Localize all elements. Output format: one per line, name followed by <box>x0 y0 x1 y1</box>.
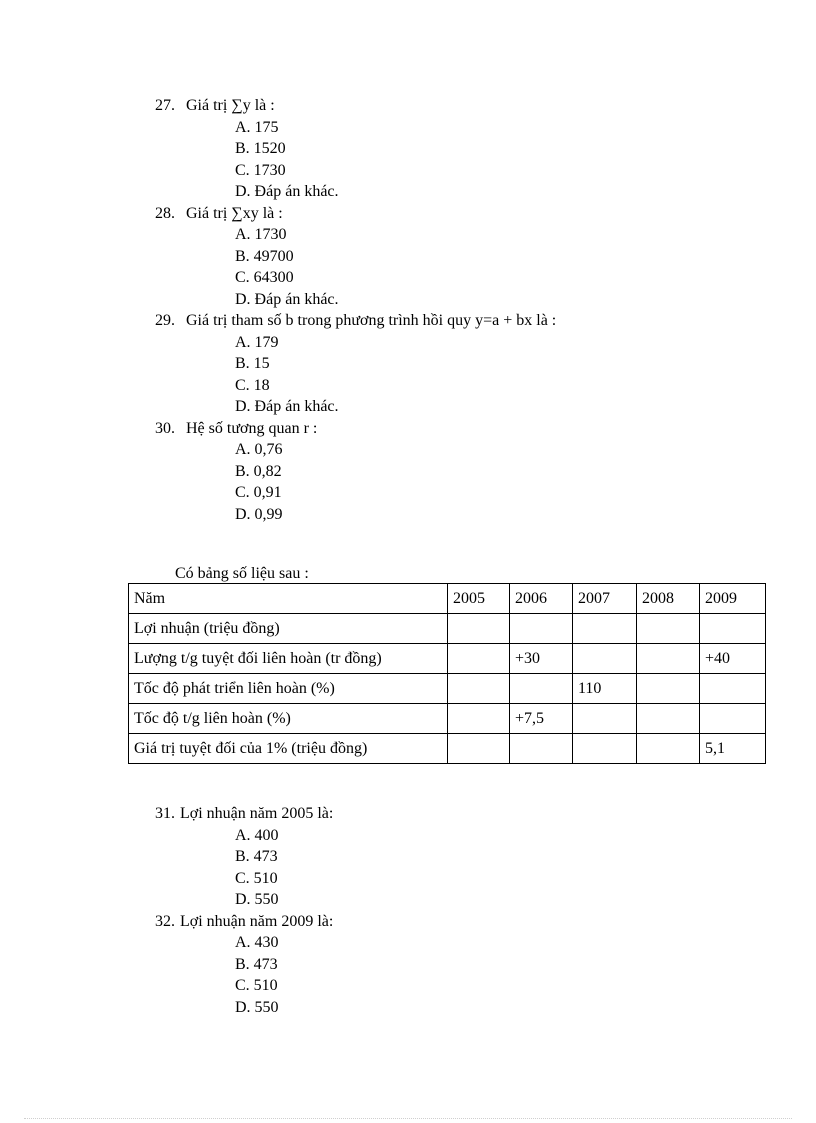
option-a: A. 430 <box>235 934 279 951</box>
question-32 <box>155 911 333 1019</box>
question-list-27-30 <box>155 95 556 525</box>
header-cell-2009: 2009 <box>700 584 766 614</box>
table-cell <box>510 614 573 644</box>
header-cell-2006: 2006 <box>510 584 573 614</box>
table-row <box>129 674 766 704</box>
question-29 <box>155 310 556 418</box>
question-number: 27. <box>155 97 175 114</box>
option-a: A. 0,76 <box>235 441 283 458</box>
option-d: D. Đáp án khác. <box>235 398 339 415</box>
table-header-row <box>129 584 766 614</box>
option-b: B. 15 <box>235 355 270 372</box>
question-number: 32. <box>155 912 175 930</box>
option-a: A. 175 <box>235 118 279 136</box>
row-label: Tốc độ t/g liên hoàn (%) <box>129 704 448 734</box>
table-cell: 5,1 <box>700 734 766 764</box>
option-b: B. 1520 <box>235 140 286 157</box>
option-c: C. 64300 <box>235 269 294 286</box>
table-cell <box>700 614 766 644</box>
option-c: C. 1730 <box>235 161 286 179</box>
row-label: Lợi nhuận (triệu đồng) <box>129 614 448 644</box>
option-a: A. 1730 <box>235 226 287 243</box>
table-cell <box>448 704 510 734</box>
option-d: D. Đáp án khác. <box>235 183 339 200</box>
table-cell <box>510 734 573 764</box>
data-table <box>128 583 766 764</box>
table-cell: +7,5 <box>510 704 573 734</box>
table-row <box>129 644 766 674</box>
table-cell <box>637 644 700 674</box>
option-c: C. 510 <box>235 869 278 887</box>
question-31 <box>155 803 333 911</box>
table-cell <box>637 734 700 764</box>
question-number: 28. <box>155 204 175 222</box>
header-cell-2007: 2007 <box>573 584 637 614</box>
option-d: D. 0,99 <box>235 505 283 523</box>
option-d: D. 550 <box>235 998 279 1016</box>
table-cell <box>573 614 637 644</box>
row-label: Giá trị tuyệt đối của 1% (triệu đồng) <box>129 734 448 764</box>
table-cell <box>448 644 510 674</box>
question-text: Giá trị ∑xy là : <box>186 204 283 222</box>
header-cell-2005: 2005 <box>448 584 510 614</box>
question-28 <box>155 203 556 311</box>
table-cell: 110 <box>573 674 637 704</box>
table-row <box>129 704 766 734</box>
option-b: B. 0,82 <box>235 462 282 480</box>
table-cell: +30 <box>510 644 573 674</box>
question-number: 29. <box>155 312 175 329</box>
header-cell-year-label: Năm <box>129 584 448 614</box>
table-cell <box>448 614 510 644</box>
row-label: Lượng t/g tuyệt đối liên hoàn (tr đồng) <box>129 644 448 674</box>
option-a: A. 179 <box>235 333 279 351</box>
table-row <box>129 614 766 644</box>
table-cell <box>448 674 510 704</box>
table-cell <box>573 704 637 734</box>
question-list-31-32 <box>155 803 333 1018</box>
option-d: D. Đáp án khác. <box>235 290 339 308</box>
question-number: 31. <box>155 805 175 822</box>
page-bottom-divider <box>24 1118 792 1119</box>
table-cell <box>700 674 766 704</box>
header-cell-2008: 2008 <box>637 584 700 614</box>
question-27 <box>155 95 556 203</box>
table-cell <box>510 674 573 704</box>
table-cell <box>573 644 637 674</box>
option-d: D. 550 <box>235 891 279 908</box>
question-text: Lợi nhuận năm 2009 là: <box>180 912 334 930</box>
question-text: Giá trị ∑y là : <box>186 97 275 114</box>
table-cell <box>637 704 700 734</box>
row-label: Tốc độ phát triển liên hoàn (%) <box>129 674 448 704</box>
option-c: C. 18 <box>235 376 270 394</box>
table-row <box>129 734 766 764</box>
option-c: C. 510 <box>235 977 278 994</box>
table-cell: +40 <box>700 644 766 674</box>
table-intro: Có bảng số liệu sau : <box>175 565 309 582</box>
question-text: Hệ số tương quan r : <box>186 419 318 437</box>
table-cell <box>573 734 637 764</box>
option-c: C. 0,91 <box>235 484 282 501</box>
table-cell <box>700 704 766 734</box>
question-number: 30. <box>155 419 175 437</box>
table-cell <box>637 674 700 704</box>
question-text: Lợi nhuận năm 2005 là: <box>180 805 334 822</box>
option-b: B. 49700 <box>235 247 294 265</box>
option-b: B. 473 <box>235 848 278 865</box>
question-30 <box>155 418 556 526</box>
table-cell <box>448 734 510 764</box>
option-b: B. 473 <box>235 955 278 973</box>
option-a: A. 400 <box>235 826 279 844</box>
table-cell <box>637 614 700 644</box>
question-text: Giá trị tham số b trong phương trình hồi quy y=a + bx là : <box>186 312 557 329</box>
